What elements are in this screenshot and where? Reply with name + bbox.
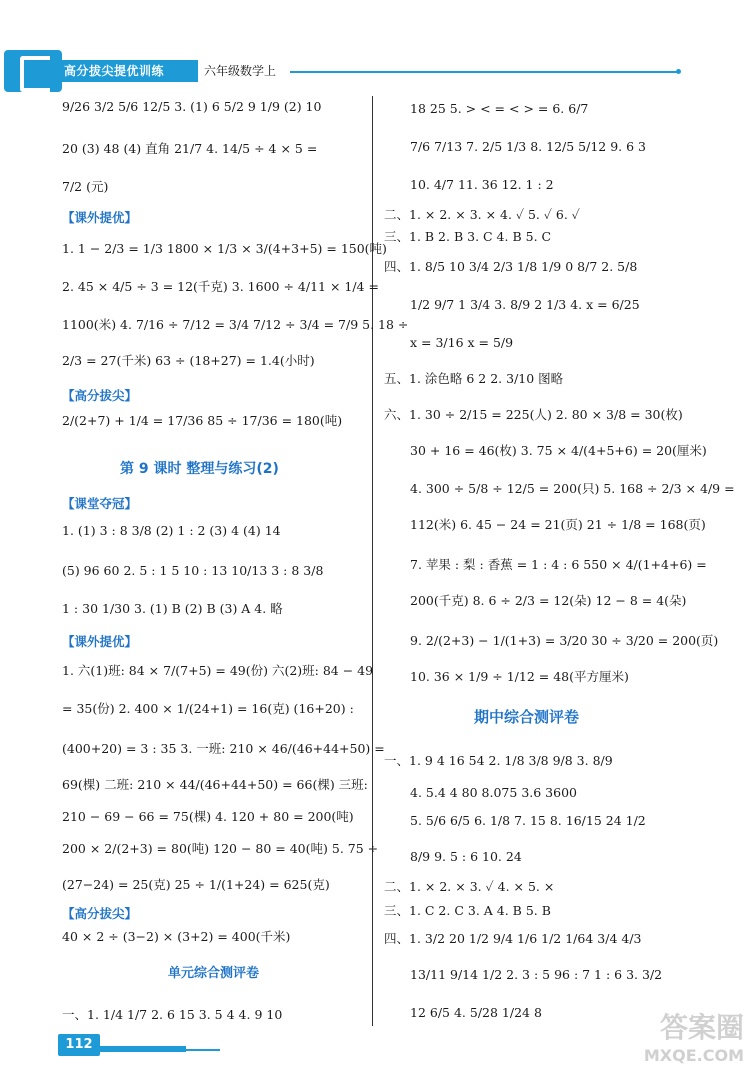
- answer-line: 1. 六(1)班: 84 × 7/(7+5) = 49(份) 六(2)班: 84 − 49: [62, 663, 374, 678]
- answer-line: 三、1. B 2. B 3. C 4. B 5. C: [384, 229, 552, 244]
- answer-line: 18 25 5. > < = < > = 6. 6/7: [410, 101, 589, 116]
- answer-line: 12 6/5 4. 5/28 1/24 8: [410, 1005, 542, 1020]
- answer-line: 一、1. 1/4 1/7 2. 6 15 3. 5 4 4. 9 10: [62, 1007, 283, 1022]
- answer-line: 1/2 9/7 1 3/4 3. 8/9 2 1/3 4. x = 6/25: [410, 297, 640, 312]
- answer-line: 10. 36 × 1/9 ÷ 1/12 = 48(平方厘米): [410, 669, 629, 684]
- answer-line: 2. 45 × 4/5 ÷ 3 = 12(千克) 3. 1600 ÷ 4/11 × 1/4 =: [62, 279, 379, 294]
- answer-line: (400+20) = 3 : 35 3. 一班: 210 × 46/(46+44+50) =: [62, 741, 385, 756]
- section-heading: 【高分拔尖】: [62, 906, 138, 921]
- series-title: 高分拔尖提优训练: [64, 64, 165, 78]
- midterm-title: 期中综合测评卷: [474, 708, 580, 726]
- answer-line: 一、1. 9 4 16 54 2. 1/8 3/8 9/8 3. 8/9: [384, 753, 613, 768]
- answer-line: 8/9 9. 5 : 6 10. 24: [410, 849, 522, 864]
- answer-line: 20 (3) 48 (4) 直角 21/7 4. 14/5 ÷ 4 × 5 =: [62, 141, 318, 156]
- answer-line: 三、1. C 2. C 3. A 4. B 5. B: [384, 903, 551, 918]
- answer-line: 40 × 2 ÷ (3−2) × (3+2) = 400(千米): [62, 929, 291, 944]
- page-number: 112: [58, 1034, 100, 1056]
- answer-line: 7/2 (元): [62, 179, 109, 194]
- header-rule: [290, 71, 678, 73]
- section-heading: 【课外提优】: [62, 210, 138, 225]
- answer-line: 9/26 3/2 5/6 12/5 3. (1) 6 5/2 9 1/9 (2) 10: [62, 99, 322, 114]
- answer-line: 四、1. 8/5 10 3/4 2/3 1/8 1/9 0 8/7 2. 5/8: [384, 259, 638, 274]
- answer-line: (27−24) = 25(克) 25 ÷ 1/(1+24) = 625(克): [62, 877, 330, 892]
- answer-line: 69(棵) 二班: 210 × 44/(46+44+50) = 66(棵) 三班:: [62, 777, 368, 792]
- answer-line: 1100(米) 4. 7/16 ÷ 7/12 = 3/4 7/12 ÷ 3/4 = 7/9 5. 18 ÷: [62, 317, 409, 332]
- answer-line: x = 3/16 x = 5/9: [410, 335, 514, 350]
- answer-line: 四、1. 3/2 20 1/2 9/4 1/6 1/2 1/64 3/4 4/3: [384, 931, 642, 946]
- column-divider: [372, 96, 373, 1026]
- answer-line: 六、1. 30 ÷ 2/15 = 225(人) 2. 80 × 3/8 = 30(枚): [384, 407, 683, 422]
- answer-line: (5) 96 60 2. 5 : 1 5 10 : 13 10/13 3 : 8 3/8: [62, 563, 324, 578]
- bracket-icon: [20, 56, 50, 92]
- answer-line: 7/6 7/13 7. 2/5 1/3 8. 12/5 5/12 9. 6 3: [410, 139, 646, 154]
- answer-line: 210 − 69 − 66 = 75(棵) 4. 120 + 80 = 200(吨): [62, 809, 354, 824]
- header-rule-dot: [676, 69, 681, 74]
- site-watermark: [620, 1010, 744, 1076]
- answer-line: 二、1. × 2. × 3. ✓ 4. × 5. ×: [384, 879, 555, 894]
- answer-line: 13/11 9/14 1/2 2. 3 : 5 96 : 7 1 : 6 3. 3/2: [410, 967, 663, 982]
- footer-rule-thin: [186, 1049, 220, 1051]
- answer-line: 4. 300 ÷ 5/8 ÷ 12/5 = 200(只) 5. 168 ÷ 2/3 × 4/9 =: [410, 481, 735, 496]
- answer-line: 112(米) 6. 45 − 24 = 21(页) 21 ÷ 1/8 = 168(页): [410, 517, 706, 532]
- lesson-title: 第 9 课时 整理与练习(2): [120, 461, 279, 477]
- answer-line: 五、1. 涂色略 6 2 2. 3/10 图略: [384, 371, 564, 386]
- section-heading: 【高分拔尖】: [62, 388, 138, 403]
- answer-line: 2/3 = 27(千米) 63 ÷ (18+27) = 1.4(小时): [62, 353, 315, 368]
- answer-line: 二、1. × 2. × 3. × 4. ✓ 5. ✓ 6. ✓: [384, 207, 580, 222]
- answer-line: 1 : 30 1/30 3. (1) B (2) B (3) A 4. 略: [62, 601, 283, 616]
- answer-line: 200(千克) 8. 6 ÷ 2/3 = 12(朵) 12 − 8 = 4(朵): [410, 593, 687, 608]
- grade-subject: 六年级数学上: [204, 64, 277, 78]
- answer-line: 9. 2/(2+3) − 1/(1+3) = 3/20 30 ÷ 3/20 = 200(页): [410, 633, 719, 648]
- answer-line: 2/(2+7) + 1/4 = 17/36 85 ÷ 17/36 = 180(吨): [62, 413, 343, 428]
- watermark-url: MXQE.COM: [643, 1046, 744, 1065]
- answer-line: = 35(份) 2. 400 × 1/(24+1) = 16(克) (16+20) :: [62, 701, 354, 716]
- watermark-logo-text: 答案圈: [659, 1011, 744, 1044]
- section-heading: 【课外提优】: [62, 634, 138, 649]
- answer-line: 5. 5/6 6/5 6. 1/8 7. 15 8. 16/15 24 1/2: [410, 813, 646, 828]
- unit-test-title: 单元综合测评卷: [168, 966, 260, 981]
- answer-line: 4. 5.4 4 80 8.075 3.6 3600: [410, 785, 577, 800]
- answer-line: 1. (1) 3 : 8 3/8 (2) 1 : 2 (3) 4 (4) 14: [62, 523, 281, 538]
- page-header: [0, 0, 750, 100]
- answer-line: 7. 苹果 : 梨 : 香蕉 = 1 : 4 : 6 550 × 4/(1+4+6) =: [410, 557, 707, 572]
- section-heading: 【课堂夺冠】: [62, 496, 138, 511]
- answer-line: 30 + 16 = 46(枚) 3. 75 × 4/(4+5+6) = 20(厘米): [410, 443, 707, 458]
- footer-rule: [100, 1046, 186, 1052]
- answer-line: 1. 1 − 2/3 = 1/3 1800 × 1/3 × 3/(4+3+5) = 150(吨): [62, 241, 387, 256]
- answer-line: 10. 4/7 11. 36 12. 1 : 2: [410, 177, 554, 192]
- answer-line: 200 × 2/(2+3) = 80(吨) 120 − 80 = 40(吨) 5. 75 ÷: [62, 841, 379, 856]
